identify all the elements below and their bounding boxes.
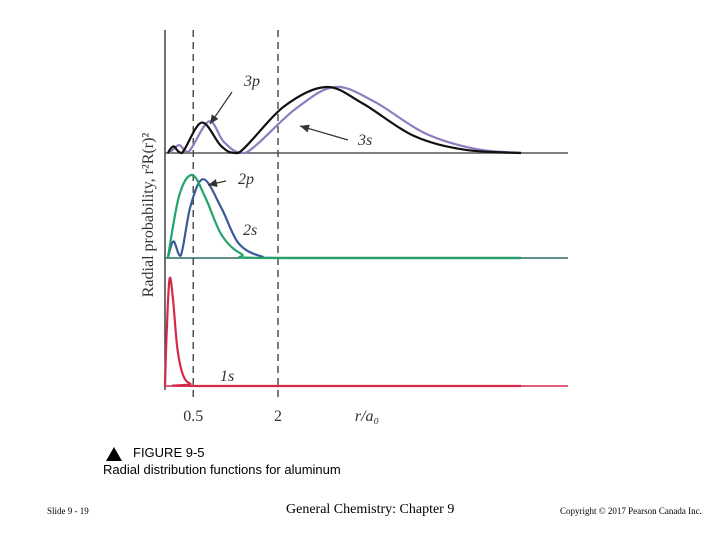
x-tick-label: 2 — [274, 408, 282, 425]
series-label-2p: 2p — [238, 171, 254, 188]
x-tick-label: 0.5 — [183, 408, 204, 425]
series-1s-curve — [165, 278, 521, 386]
figure-caption: Radial distribution functions for aluminum — [103, 462, 341, 477]
slide-number: Slide 9 - 19 — [47, 506, 89, 516]
copyright-text: Copyright © 2017 Pearson Canada Inc. — [560, 506, 702, 516]
series-label-3p: 3p — [244, 73, 260, 90]
series-3p-curve — [170, 87, 522, 153]
series-label-3s: 3s — [358, 132, 373, 149]
footer-title: General Chemistry: Chapter 9 — [286, 502, 455, 517]
series-3s-curve — [168, 87, 521, 153]
figure-number: FIGURE 9-5 — [133, 445, 205, 460]
series-label-1s: 1s — [220, 368, 235, 385]
arrowhead-3p — [210, 114, 218, 124]
x-axis-label: r/a₀ — [354, 408, 380, 425]
series-2p-curve — [168, 179, 521, 258]
triangle-icon — [106, 447, 122, 461]
arrowhead-3s — [300, 125, 310, 133]
series-label-2s: 2s — [243, 222, 258, 239]
y-axis-label: Radial probability, r²R(r)² — [140, 132, 157, 298]
series-2s-curve — [168, 175, 521, 258]
